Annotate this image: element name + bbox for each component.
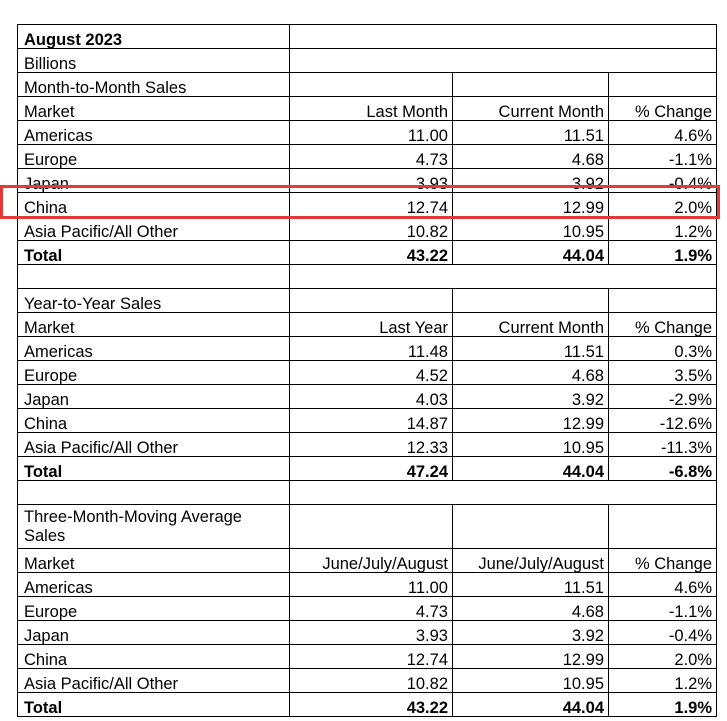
change-cell: 1.2%	[609, 669, 717, 693]
total-value: 44.04	[453, 693, 609, 717]
total-value: 43.22	[290, 693, 453, 717]
table-row	[18, 645, 717, 669]
value-cell: 10.95	[453, 433, 609, 457]
units-label: Billions	[18, 49, 290, 73]
table-row	[18, 433, 717, 457]
change-cell: -12.6%	[609, 409, 717, 433]
value-cell: 11.51	[453, 337, 609, 361]
change-cell: 4.6%	[609, 121, 717, 145]
empty-cell	[290, 505, 453, 549]
empty-cell	[290, 289, 453, 313]
market-cell: Europe	[18, 361, 290, 385]
value-cell: 12.99	[453, 645, 609, 669]
change-cell: -2.9%	[609, 385, 717, 409]
value-cell: 12.74	[290, 193, 453, 217]
total-value: 43.22	[290, 241, 453, 265]
market-cell: China	[18, 193, 290, 217]
table-row	[18, 361, 717, 385]
value-cell: 11.00	[290, 573, 453, 597]
value-cell: 10.95	[453, 217, 609, 241]
table-row-highlighted	[18, 193, 717, 217]
column-header: Market	[18, 313, 290, 337]
total-row	[18, 693, 717, 717]
section-title-row	[18, 289, 717, 313]
column-header: Current Month	[453, 97, 609, 121]
column-header: June/July/August	[290, 549, 453, 573]
market-cell: Asia Pacific/All Other	[18, 217, 290, 241]
market-cell: China	[18, 645, 290, 669]
column-header-row	[18, 97, 717, 121]
table-row	[18, 121, 717, 145]
total-change: 1.9%	[609, 241, 717, 265]
empty-cell	[290, 73, 453, 97]
market-cell: Europe	[18, 597, 290, 621]
empty-cell	[609, 289, 717, 313]
change-cell: -1.1%	[609, 145, 717, 169]
section-title: Year-to-Year Sales	[18, 289, 290, 313]
column-header-row	[18, 549, 717, 573]
change-cell: -11.3%	[609, 433, 717, 457]
value-cell: 4.68	[453, 361, 609, 385]
value-cell: 11.51	[453, 121, 609, 145]
total-label: Total	[18, 457, 290, 481]
table-row	[18, 385, 717, 409]
empty-cell	[18, 265, 290, 289]
empty-cell	[453, 505, 609, 549]
change-cell: 2.0%	[609, 645, 717, 669]
empty-cell	[453, 73, 609, 97]
empty-cell	[290, 265, 717, 289]
value-cell: 11.51	[453, 573, 609, 597]
value-cell: 11.48	[290, 337, 453, 361]
market-cell: Europe	[18, 145, 290, 169]
table-row	[18, 337, 717, 361]
table-row	[18, 573, 717, 597]
value-cell: 4.73	[290, 145, 453, 169]
value-cell: 4.68	[453, 597, 609, 621]
total-row	[18, 241, 717, 265]
spacer-row	[18, 481, 717, 505]
empty-cell	[290, 49, 717, 73]
table-row	[18, 621, 717, 645]
value-cell: 12.33	[290, 433, 453, 457]
market-cell: Japan	[18, 621, 290, 645]
value-cell: 3.93	[290, 621, 453, 645]
report-title: August 2023	[18, 25, 290, 49]
table-row	[18, 409, 717, 433]
spacer-row	[18, 265, 717, 289]
market-cell: Asia Pacific/All Other	[18, 433, 290, 457]
market-cell: Asia Pacific/All Other	[18, 669, 290, 693]
value-cell: 11.00	[290, 121, 453, 145]
change-cell: 2.0%	[609, 193, 717, 217]
value-cell: 3.92	[453, 169, 609, 193]
value-cell: 3.92	[453, 621, 609, 645]
total-value: 44.04	[453, 241, 609, 265]
units-row	[18, 49, 717, 73]
total-change: 1.9%	[609, 693, 717, 717]
column-header: % Change	[609, 313, 717, 337]
empty-cell	[290, 481, 717, 505]
empty-cell	[609, 73, 717, 97]
total-label: Total	[18, 693, 290, 717]
change-cell: 3.5%	[609, 361, 717, 385]
value-cell: 12.99	[453, 409, 609, 433]
section-title-row	[18, 505, 717, 549]
value-cell: 10.82	[290, 669, 453, 693]
empty-cell	[290, 25, 717, 49]
column-header: June/July/August	[453, 549, 609, 573]
market-cell: Japan	[18, 385, 290, 409]
total-change: -6.8%	[609, 457, 717, 481]
section-title: Month-to-Month Sales	[18, 73, 290, 97]
total-value: 44.04	[453, 457, 609, 481]
market-cell: China	[18, 409, 290, 433]
section-title: Three-Month-Moving Average Sales	[18, 505, 290, 549]
change-cell: 1.2%	[609, 217, 717, 241]
total-value: 47.24	[290, 457, 453, 481]
market-cell: Americas	[18, 121, 290, 145]
table-row	[18, 145, 717, 169]
empty-cell	[453, 289, 609, 313]
value-cell: 4.73	[290, 597, 453, 621]
change-cell: -0.4%	[609, 169, 717, 193]
column-header: Current Month	[453, 313, 609, 337]
change-cell: -0.4%	[609, 621, 717, 645]
column-header-row	[18, 313, 717, 337]
total-row	[18, 457, 717, 481]
market-cell: Americas	[18, 573, 290, 597]
value-cell: 10.82	[290, 217, 453, 241]
section-title-row	[18, 73, 717, 97]
value-cell: 12.74	[290, 645, 453, 669]
column-header: % Change	[609, 549, 717, 573]
empty-cell	[609, 505, 717, 549]
table-row	[18, 597, 717, 621]
empty-cell	[18, 481, 290, 505]
value-cell: 4.03	[290, 385, 453, 409]
column-header: Market	[18, 549, 290, 573]
value-cell: 4.68	[453, 145, 609, 169]
value-cell: 3.93	[290, 169, 453, 193]
change-cell: 0.3%	[609, 337, 717, 361]
column-header: Last Month	[290, 97, 453, 121]
value-cell: 10.95	[453, 669, 609, 693]
market-cell: Americas	[18, 337, 290, 361]
value-cell: 3.92	[453, 385, 609, 409]
change-cell: 4.6%	[609, 573, 717, 597]
table-row	[18, 669, 717, 693]
column-header: Last Year	[290, 313, 453, 337]
change-cell: -1.1%	[609, 597, 717, 621]
value-cell: 4.52	[290, 361, 453, 385]
sales-report-table	[17, 24, 717, 717]
value-cell: 14.87	[290, 409, 453, 433]
column-header: % Change	[609, 97, 717, 121]
column-header: Market	[18, 97, 290, 121]
report-title-row	[18, 25, 717, 49]
total-label: Total	[18, 241, 290, 265]
value-cell: 12.99	[453, 193, 609, 217]
table-row	[18, 217, 717, 241]
table-row	[18, 169, 717, 193]
market-cell: Japan	[18, 169, 290, 193]
